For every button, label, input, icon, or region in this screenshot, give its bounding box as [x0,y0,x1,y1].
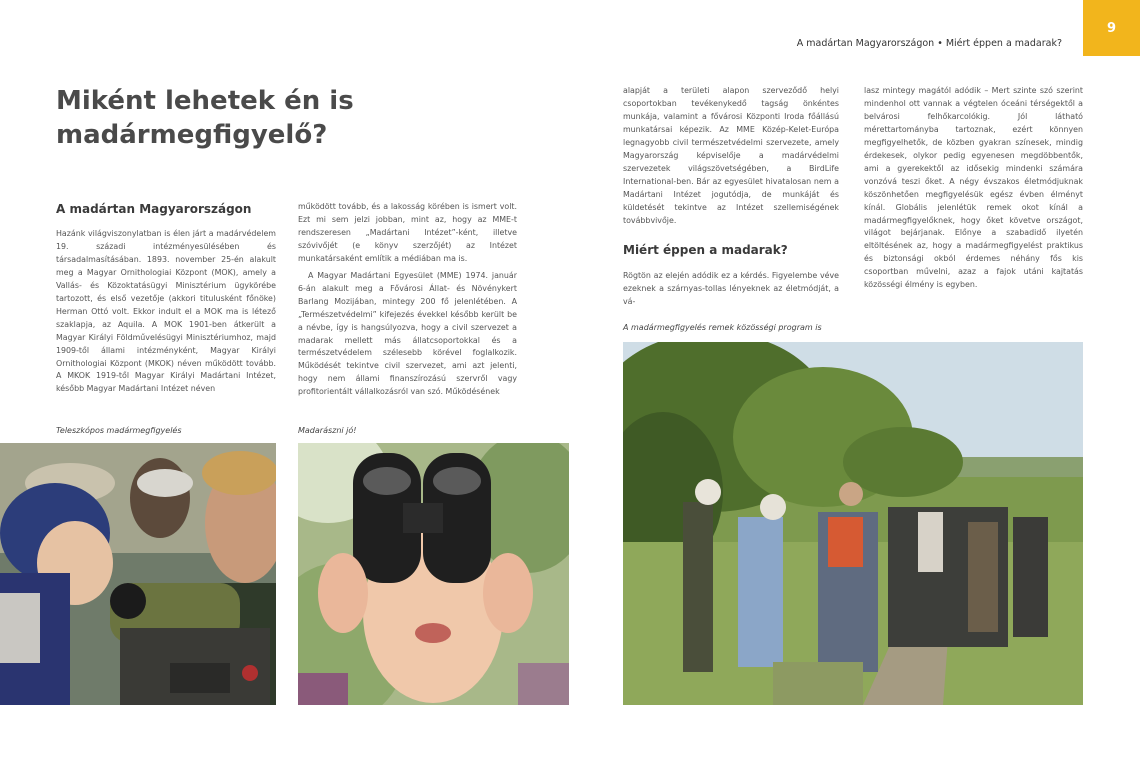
section-heading-madartan: A madártan Magyarországon [56,202,252,216]
photo-telescope-birdwatching [0,443,276,705]
body-column-3 [623,85,839,231]
page-title: Miként lehetek én is madármegfigyelő? [56,86,354,151]
paragraph: A Magyar Madártani Egyesület (MME) 1974. január 6-án alakult meg a Fővárosi Állat- és Növénykert Barlang Mozijában, mintegy 200 fő jelenlétében. A „Természetvédelmi” kifejezés évekkel később került be a névbe, így is hangsúlyozva, hogy a civil szervezet a madarak mellett más állatcsoportokkal és a természetvédelem szélesebb körével foglalkozik. Működését tekintve civil szervezet, ami azt jelenti, hogy nem állami finanszírozású szervről vagy profitorientált vállalkozásról van szó. Működésének [298,270,517,397]
caption-group: A madármegfigyelés remek közösségi program is [623,323,822,332]
page-number-badge [1083,0,1140,56]
body-column-4 [864,85,1083,296]
caption-binoculars: Madarászni jó! [298,426,357,435]
body-column-2 [298,201,517,403]
page-number: 9 [1106,20,1117,36]
photo-group-birdwatching [623,342,1083,705]
paragraph: alapját a területi alapon szerveződő helyi csoportokban tevékenykedő tagság önkéntes munkája, valamint a fővárosi Központi Iroda főállású munkatársai képezik. Az MME Közép-Kelet-Európa legnagyobb civil természetvédelmi szervezete, amely Magyarország képviselője a madárvédelmi szervezetek világszövetségében, a BirdLife International-ben. Bár az egyesület hivatalosan nem a Madártani Intézet jogutódja, de munkáját és küldetését tekintve az Intézet szellemiségének továbbvivője. [623,86,839,225]
photo-child-binoculars [298,443,569,705]
paragraph: Rögtön az elején adódik ez a kérdés. Figyelembe véve ezeknek a szárnyas-tollas lényeknek az életmódját, a vá- [623,271,839,306]
section-heading-miert: Miért éppen a madarak? [623,243,788,257]
body-column-1 [56,228,276,400]
paragraph: lasz mintegy magától adódik – Mert szinte szó szerint mindenhol ott vannak a végtelen óceáni térségektől a belvárosi felhőkarcolókig. Jól látható mérettartományba tartoznak, ezért könnyen megfigyelhetők, de közben gyakran színesek, mindig érdekesek, olykor pedig egyenesen megdöbbentők, ami a gyerekektől az idősekig mindenki számára vonzóvá teszi őket. A négy évszakos életmódjuknak köszönhetően megfigyelésük egész évben élményt kínál. Globális jelenlétük remek okot kínál a madármegfigyelőknek, hogy őket követve országot, világot bejárjanak. Előnye a szabadidő ilyetén eltöltésének az, hogy a madármegfigyelést praktikus és biztonsági okból érdemes néhány fős kis csoportban művelni, azaz a fajok utáni kajtatás közösségi élmény is egyben. [864,86,1083,290]
body-column-3-section2 [623,270,839,313]
paragraph: működött tovább, és a lakosság körében is ismert volt. Ezt mi sem jelzi jobban, mint az, hogy az MME-t rendszeresen „Madártani Intézet”-ként, illetve szóvivőjét (e könyv szerzőjét) az Intézet munkatársaként említik a médiában ma is. [298,202,517,263]
caption-telescope: Teleszkópos madármegfigyelés [56,426,182,435]
running-header: A madártan Magyarországon • Miért éppen a madarak? [796,38,1062,49]
paragraph: Hazánk világviszonylatban is élen járt a madárvédelem 19. századi intézményesülésében és társadalmasításában. 1893. november 25-én alakult meg a Magyar Ornithologiai Központ (MOK), amely a Vallás- és Közoktatásügyi Minisztérium ügykörébe tartozott, és első vezetője (akkori titulusként főnöke) Herman Ottó volt. Ekkor indult el a MOK ma is létező szaklapja, az Aquila. A MOK 1901-ben átkerült a Magyar Királyi Földművelésügyi Minisztériumhoz, majd 1909-től állami intézményként, Magyar Királyi Ornithologiai Központ (MKOK) néven működött tovább. A MKOK 1919-től Magyar Királyi Madártani Intézet, később Magyar Madártani Intézet néven [56,229,276,394]
